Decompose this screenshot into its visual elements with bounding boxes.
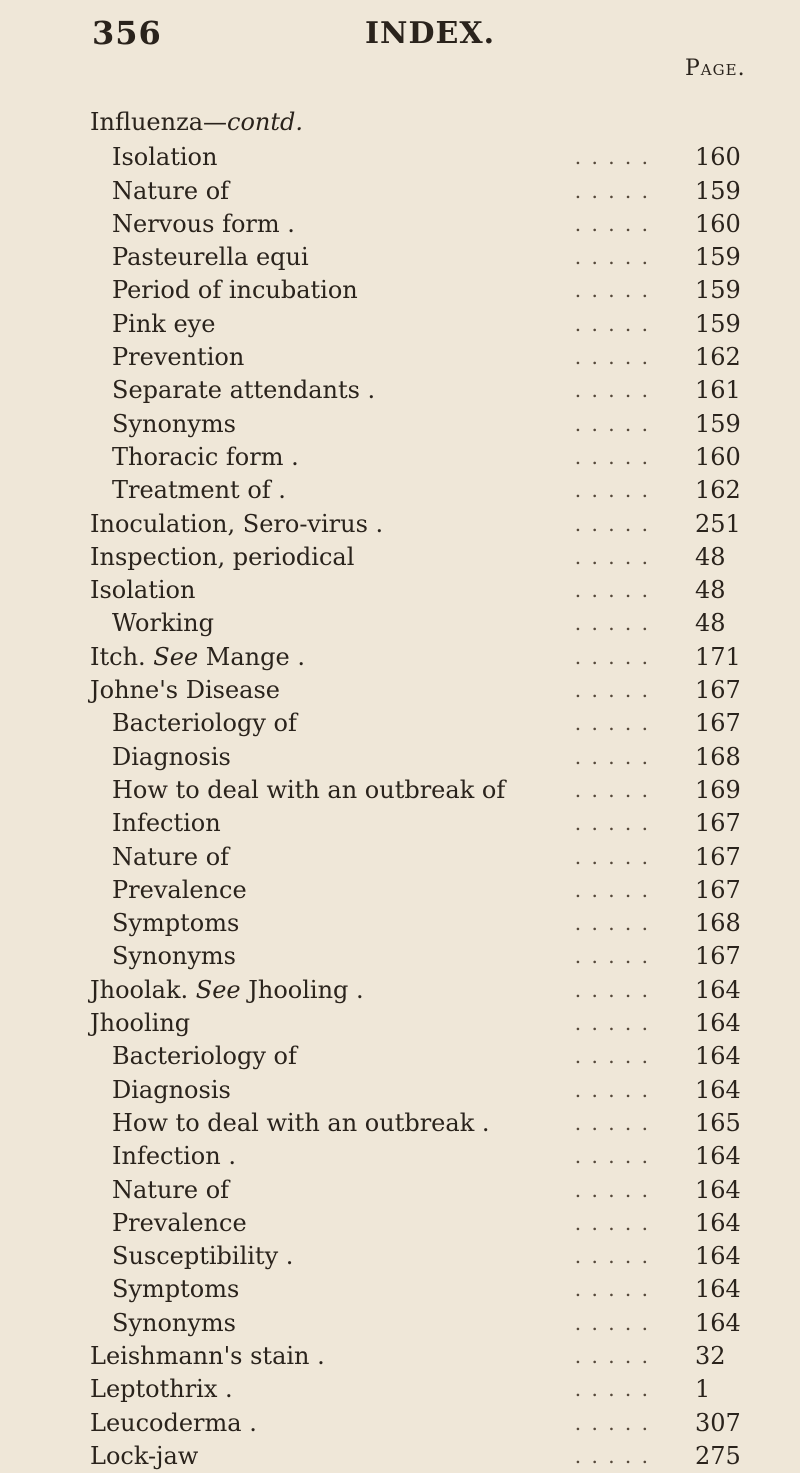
leader-dots: . . . . . [574,777,650,802]
index-term-text: Synonyms [112,409,236,438]
leader-dots: . . . . . [574,1210,650,1235]
page-reference: 168 [695,909,741,938]
leader-dots: . . . . . [574,944,650,969]
page-reference: 161 [695,376,741,405]
page-reference: 169 [695,775,741,804]
page-reference: 1 [695,1375,711,1404]
index-entry [0,508,800,541]
page-reference: 275 [695,1441,741,1470]
page-reference: 168 [695,742,741,771]
index-entry [0,641,800,674]
index-entry [0,607,800,640]
index-entry [0,1407,800,1440]
page-column-label: Page. [685,56,746,81]
index-entry [0,1140,800,1173]
index-term-text: Johne's Disease [90,676,280,705]
leader-dots: . . . . . [574,1277,650,1302]
index-term [112,141,217,174]
index-term [112,208,295,241]
index-term [90,574,195,607]
index-term [112,308,215,341]
page-reference: 32 [695,1341,726,1370]
index-term-text: Working [112,609,214,638]
page-reference: 48 [695,609,726,638]
page-reference: 159 [695,276,741,305]
index-entry [0,841,800,874]
index-term-text: Leucoderma . [90,1408,257,1437]
index-term [90,106,303,139]
index-entry [0,1174,800,1207]
index-entry [0,1240,800,1273]
page-reference: 159 [695,409,741,438]
index-term [112,741,231,774]
leader-dots: . . . . . [574,1177,650,1202]
index-term [112,1074,231,1107]
index-entry [0,1373,800,1406]
page-reference: 48 [695,576,726,605]
index-term [90,974,364,1007]
index-term-text: Nervous form . [112,209,295,238]
index-term [112,1107,490,1140]
index-term-text: Synonyms [112,1308,236,1337]
index-term [112,1040,297,1073]
index-term-text: Pink eye [112,309,216,338]
index-term [90,1407,257,1440]
index-entry [0,1007,800,1040]
leader-dots: . . . . . [574,1377,650,1402]
leader-dots: . . . . . [574,711,650,736]
index-entry [0,541,800,574]
index-term-text: Period of incubation [112,276,358,305]
page-reference: 160 [695,209,741,238]
page-reference: 167 [695,842,741,871]
page-reference: 171 [695,642,741,671]
leader-dots: . . . . . [574,1110,650,1135]
index-term-text: How to deal with an outbreak . [112,1108,490,1137]
index-term [112,1307,236,1340]
index-heading-term: Influenza— [90,108,228,136]
index-term-text: Prevalence [112,875,247,904]
see-reference [153,643,305,671]
page-reference: 159 [695,176,741,205]
leader-dots: . . . . . [574,145,650,170]
page-reference: 164 [695,1308,741,1337]
index-entry [0,408,800,441]
page-reference: 159 [695,309,741,338]
index-term [112,474,286,507]
index-term-text: Symptoms [112,909,240,938]
index-entry [0,241,800,274]
index-term [112,408,236,441]
leader-dots: . . . . . [574,678,650,703]
index-term-text: Inspection, periodical [90,542,355,571]
leader-dots: . . . . . [574,345,650,370]
index-entry [0,308,800,341]
see-reference-label: See [153,642,206,671]
index-term [112,1240,293,1273]
leader-dots: . . . . . [574,1343,650,1368]
see-reference-label: See [195,975,249,1004]
index-entry [0,707,800,740]
index-term [90,1440,198,1473]
index-term-text: Nature of [112,176,230,205]
index-term [112,874,247,907]
page-reference: 167 [695,709,741,738]
leader-dots: . . . . . [574,877,650,902]
index-entry [0,574,800,607]
index-entry [0,374,800,407]
index-term [112,175,229,208]
index-term-text: Susceptibility . [112,1242,294,1271]
index-term [112,274,358,307]
index-entry [0,674,800,707]
page-reference: 164 [695,1042,741,1071]
index-term-text: Pasteurella equi [112,243,309,272]
index-term-text: Itch. [90,642,146,671]
index-term-text: Thoracic form . [112,442,299,471]
index-entry [0,474,800,507]
page-reference: 162 [695,343,741,372]
index-term-text: Nature of [112,842,230,871]
index-entry [0,175,800,208]
index-term [112,1140,236,1173]
index-term-text: Symptoms [112,1275,240,1304]
index-term [112,1273,239,1306]
leader-dots: . . . . . [574,1077,650,1102]
index-entry [0,1273,800,1306]
leader-dots: . . . . . [574,1244,650,1269]
index-entry [0,907,800,940]
leader-dots: . . . . . [574,478,650,503]
index-term [112,707,297,740]
leader-dots: . . . . . [574,411,650,436]
index-term-text: Diagnosis [112,1075,231,1104]
index-term [112,441,299,474]
leader-dots: . . . . . [574,977,650,1002]
running-head: INDEX. [365,16,496,51]
index-entry [0,1107,800,1140]
index-term [90,1373,233,1406]
index-term-text: Infection [112,809,221,838]
index-entry [0,974,800,1007]
leader-dots: . . . . . [574,1044,650,1069]
index-heading-contd: contd. [227,108,303,136]
page-reference: 160 [695,143,741,172]
index-entry [0,874,800,907]
index-term [90,508,383,541]
index-entry [0,741,800,774]
index-entry [0,807,800,840]
see-reference-target: Mange . [205,642,305,671]
index-term [112,907,239,940]
leader-dots: . . . . . [574,911,650,936]
index-entry [0,774,800,807]
leader-dots: . . . . . [574,211,650,236]
page-reference: 167 [695,875,741,904]
page-reference: 164 [695,1075,741,1104]
index-term-text: Jhoolak. [90,975,189,1004]
page-number: 356 [92,14,162,52]
index-term [112,807,221,840]
index-entry [0,141,800,174]
index-term-text: Isolation [90,576,196,605]
index-entry [0,274,800,307]
index-term [112,841,229,874]
page-header [0,8,800,81]
page-reference: 164 [695,1208,741,1237]
leader-dots: . . . . . [574,811,650,836]
leader-dots: . . . . . [574,744,650,769]
index-term-text: Synonyms [112,942,236,971]
index-term [112,341,244,374]
index-term-text: How to deal with an outbreak of [112,775,506,804]
index-term [112,1174,229,1207]
index-term-text: Prevalence [112,1208,247,1237]
leader-dots: . . . . . [574,378,650,403]
leader-dots: . . . . . [574,1443,650,1468]
page-reference: 164 [695,1175,741,1204]
index-entry [0,208,800,241]
page-reference: 160 [695,442,741,471]
index-list [0,108,800,1473]
index-term [112,374,375,407]
index-term-text: Prevention [112,343,245,372]
index-term [112,774,505,807]
index-term [112,1207,247,1240]
index-term-text: Isolation [112,143,218,172]
index-entry [0,1307,800,1340]
leader-dots: . . . . . [574,1011,650,1036]
index-term-text: Leishmann's stain . [90,1341,325,1370]
index-term [90,1007,190,1040]
index-term-text: Jhooling [90,1009,191,1038]
page-reference: 307 [695,1408,741,1437]
index-entry [0,441,800,474]
index-term-text: Diagnosis [112,742,231,771]
index-term-text: Infection . [112,1142,236,1171]
leader-dots: . . . . . [574,311,650,336]
index-term [112,940,236,973]
index-term [90,674,280,707]
index-term [90,641,305,674]
index-entry [0,108,800,141]
index-term-text: Separate attendants . [112,376,376,405]
index-term-text: Inoculation, Sero-virus . [90,509,384,538]
index-entry [0,1340,800,1373]
index-entry [0,1440,800,1473]
page-reference: 164 [695,1275,741,1304]
page-reference: 164 [695,1242,741,1271]
page-reference: 48 [695,542,726,571]
index-entry [0,1040,800,1073]
leader-dots: . . . . . [574,611,650,636]
page-reference: 251 [695,509,741,538]
index-term-text: Bacteriology of [112,709,297,738]
leader-dots: . . . . . [574,578,650,603]
leader-dots: . . . . . [574,644,650,669]
leader-dots: . . . . . [574,245,650,270]
index-entry [0,1074,800,1107]
index-term-text: Leptothrix . [90,1375,233,1404]
leader-dots: . . . . . [574,544,650,569]
page-reference: 159 [695,243,741,272]
leader-dots: . . . . . [574,511,650,536]
leader-dots: . . . . . [574,1310,650,1335]
index-entry [0,341,800,374]
index-entry [0,1207,800,1240]
leader-dots: . . . . . [574,1144,650,1169]
index-term-text: Bacteriology of [112,1042,297,1071]
see-reference-target: Jhooling . [248,975,364,1004]
page-reference: 164 [695,1142,741,1171]
index-term [112,241,309,274]
leader-dots: . . . . . [574,278,650,303]
page-reference: 164 [695,975,741,1004]
page-reference: 167 [695,676,741,705]
page-reference: 162 [695,476,741,505]
leader-dots: . . . . . [574,444,650,469]
page-reference: 167 [695,809,741,838]
leader-dots: . . . . . [574,1410,650,1435]
index-term-text: Lock-jaw [90,1441,199,1470]
index-term-text: Nature of [112,1175,230,1204]
index-term [90,541,354,574]
index-term [90,1340,325,1373]
leader-dots: . . . . . [574,844,650,869]
leader-dots: . . . . . [574,178,650,203]
index-term-text: Treatment of . [112,476,286,505]
index-entry [0,940,800,973]
page-reference: 165 [695,1108,741,1137]
see-reference [196,976,364,1004]
page-reference: 164 [695,1009,741,1038]
index-term [112,607,214,640]
page-reference: 167 [695,942,741,971]
